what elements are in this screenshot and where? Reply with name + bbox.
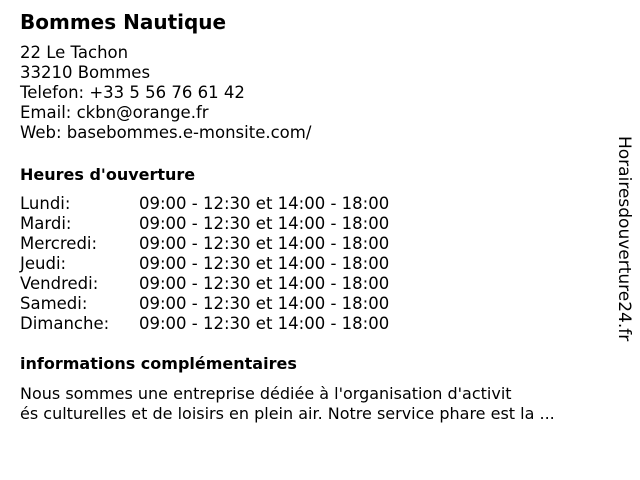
time-range: 09:00 - 12:30 et 14:00 - 18:00: [139, 314, 390, 333]
watermark-text: Horairesdouverture24.fr: [614, 136, 634, 342]
time-range: 09:00 - 12:30 et 14:00 - 18:00: [139, 234, 390, 253]
address-city: 33210 Bommes: [20, 63, 151, 82]
time-range: 09:00 - 12:30 et 14:00 - 18:00: [139, 194, 390, 213]
contact-block: [20, 43, 311, 143]
day-label: Mardi:: [20, 214, 72, 233]
day-label: Mercredi:: [20, 234, 98, 253]
additional-info-text: [20, 384, 610, 424]
email-text: Email: ckbn@orange.fr: [20, 103, 209, 122]
info-line: Nous sommes une entreprise dédiée à l'organisation d'activit: [20, 384, 512, 403]
day-label: Samedi:: [20, 294, 88, 313]
time-range: 09:00 - 12:30 et 14:00 - 18:00: [139, 254, 390, 273]
day-label: Lundi:: [20, 194, 71, 213]
day-label: Dimanche:: [20, 314, 110, 333]
phone-text: Telefon: +33 5 56 76 61 42: [20, 83, 245, 102]
info-line: és culturelles et de loisirs en plein air. Notre service phare est la ...: [20, 404, 555, 423]
time-range: 09:00 - 12:30 et 14:00 - 18:00: [139, 214, 390, 233]
day-label: Vendredi:: [20, 274, 99, 293]
opening-hours-heading: Heures d'ouverture: [20, 165, 196, 184]
time-range: 09:00 - 12:30 et 14:00 - 18:00: [139, 294, 390, 313]
additional-info-heading: informations complémentaires: [20, 354, 297, 373]
day-label: Jeudi:: [20, 254, 67, 273]
website-text: Web: basebommes.e-monsite.com/: [20, 123, 312, 142]
time-range: 09:00 - 12:30 et 14:00 - 18:00: [139, 274, 390, 293]
address-street: 22 Le Tachon: [20, 43, 129, 62]
business-name: Bommes Nautique: [20, 10, 227, 34]
